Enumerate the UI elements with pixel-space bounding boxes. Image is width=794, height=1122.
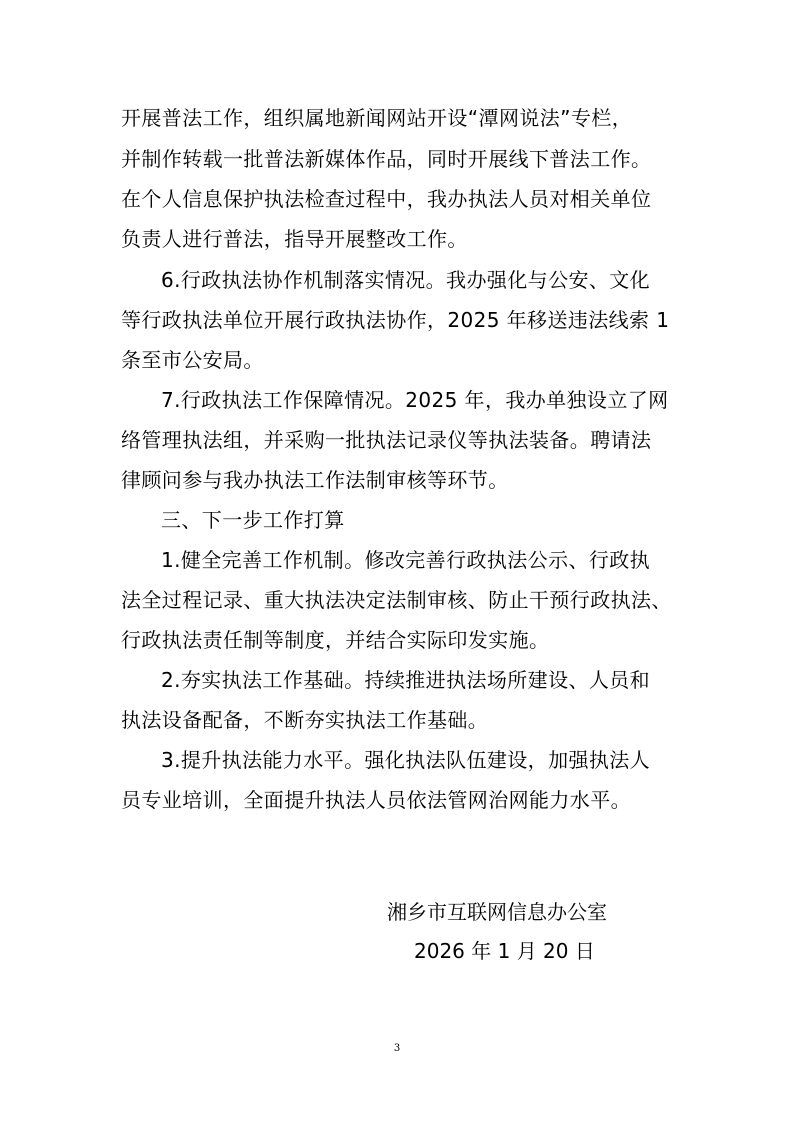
- body-line: 员专业培训，全面提升执法人员依法管网治网能力水平。: [121, 788, 631, 812]
- body-line: 络管理执法组，并采购一批执法记录仪等执法装备。聘请法: [121, 428, 652, 452]
- body-line: 3.提升执法能力水平。强化执法队伍建设，加强执法人: [161, 748, 651, 772]
- body-line: 执法设备配备，不断夯实执法工作基础。: [121, 708, 489, 732]
- body-line: 1.健全完善工作机制。修改完善行政执法公示、行政执: [161, 548, 651, 572]
- body-line: 等行政执法单位开展行政执法协作，2025 年移送违法线索 1: [121, 308, 670, 332]
- body-line: 律顾问参与我办执法工作法制审核等环节。: [121, 468, 509, 492]
- signature-date: 2026 年 1 月 20 日: [414, 939, 595, 963]
- body-line: 6.行政执法协作机制落实情况。我办强化与公安、文化: [161, 268, 651, 292]
- body-line: 法全过程记录、重大执法决定法制审核、防止干预行政执法、: [121, 588, 672, 612]
- body-line: 并制作转载一批普法新媒体作品，同时开展线下普法工作。: [121, 147, 652, 171]
- page-number: 3: [393, 1043, 401, 1054]
- body-line: 7.行政执法工作保障情况。2025 年，我办单独设立了网: [161, 388, 669, 412]
- body-line: 负责人进行普法，指导开展整改工作。: [121, 227, 468, 251]
- body-line: 2.夯实执法工作基础。持续推进执法场所建设、人员和: [161, 668, 651, 692]
- signature-org: 湘乡市互联网信息办公室: [387, 900, 607, 924]
- body-line: 行政执法责任制等制度，并结合实际印发实施。: [121, 628, 550, 652]
- body-line: 在个人信息保护执法检查过程中，我办执法人员对相关单位: [121, 187, 652, 211]
- body-line: 条至市公安局。: [121, 348, 264, 372]
- body-line: 开展普法工作，组织属地新闻网站开设“潭网说法”专栏，: [121, 106, 633, 130]
- section-heading: 三、下一步工作打算: [161, 508, 345, 532]
